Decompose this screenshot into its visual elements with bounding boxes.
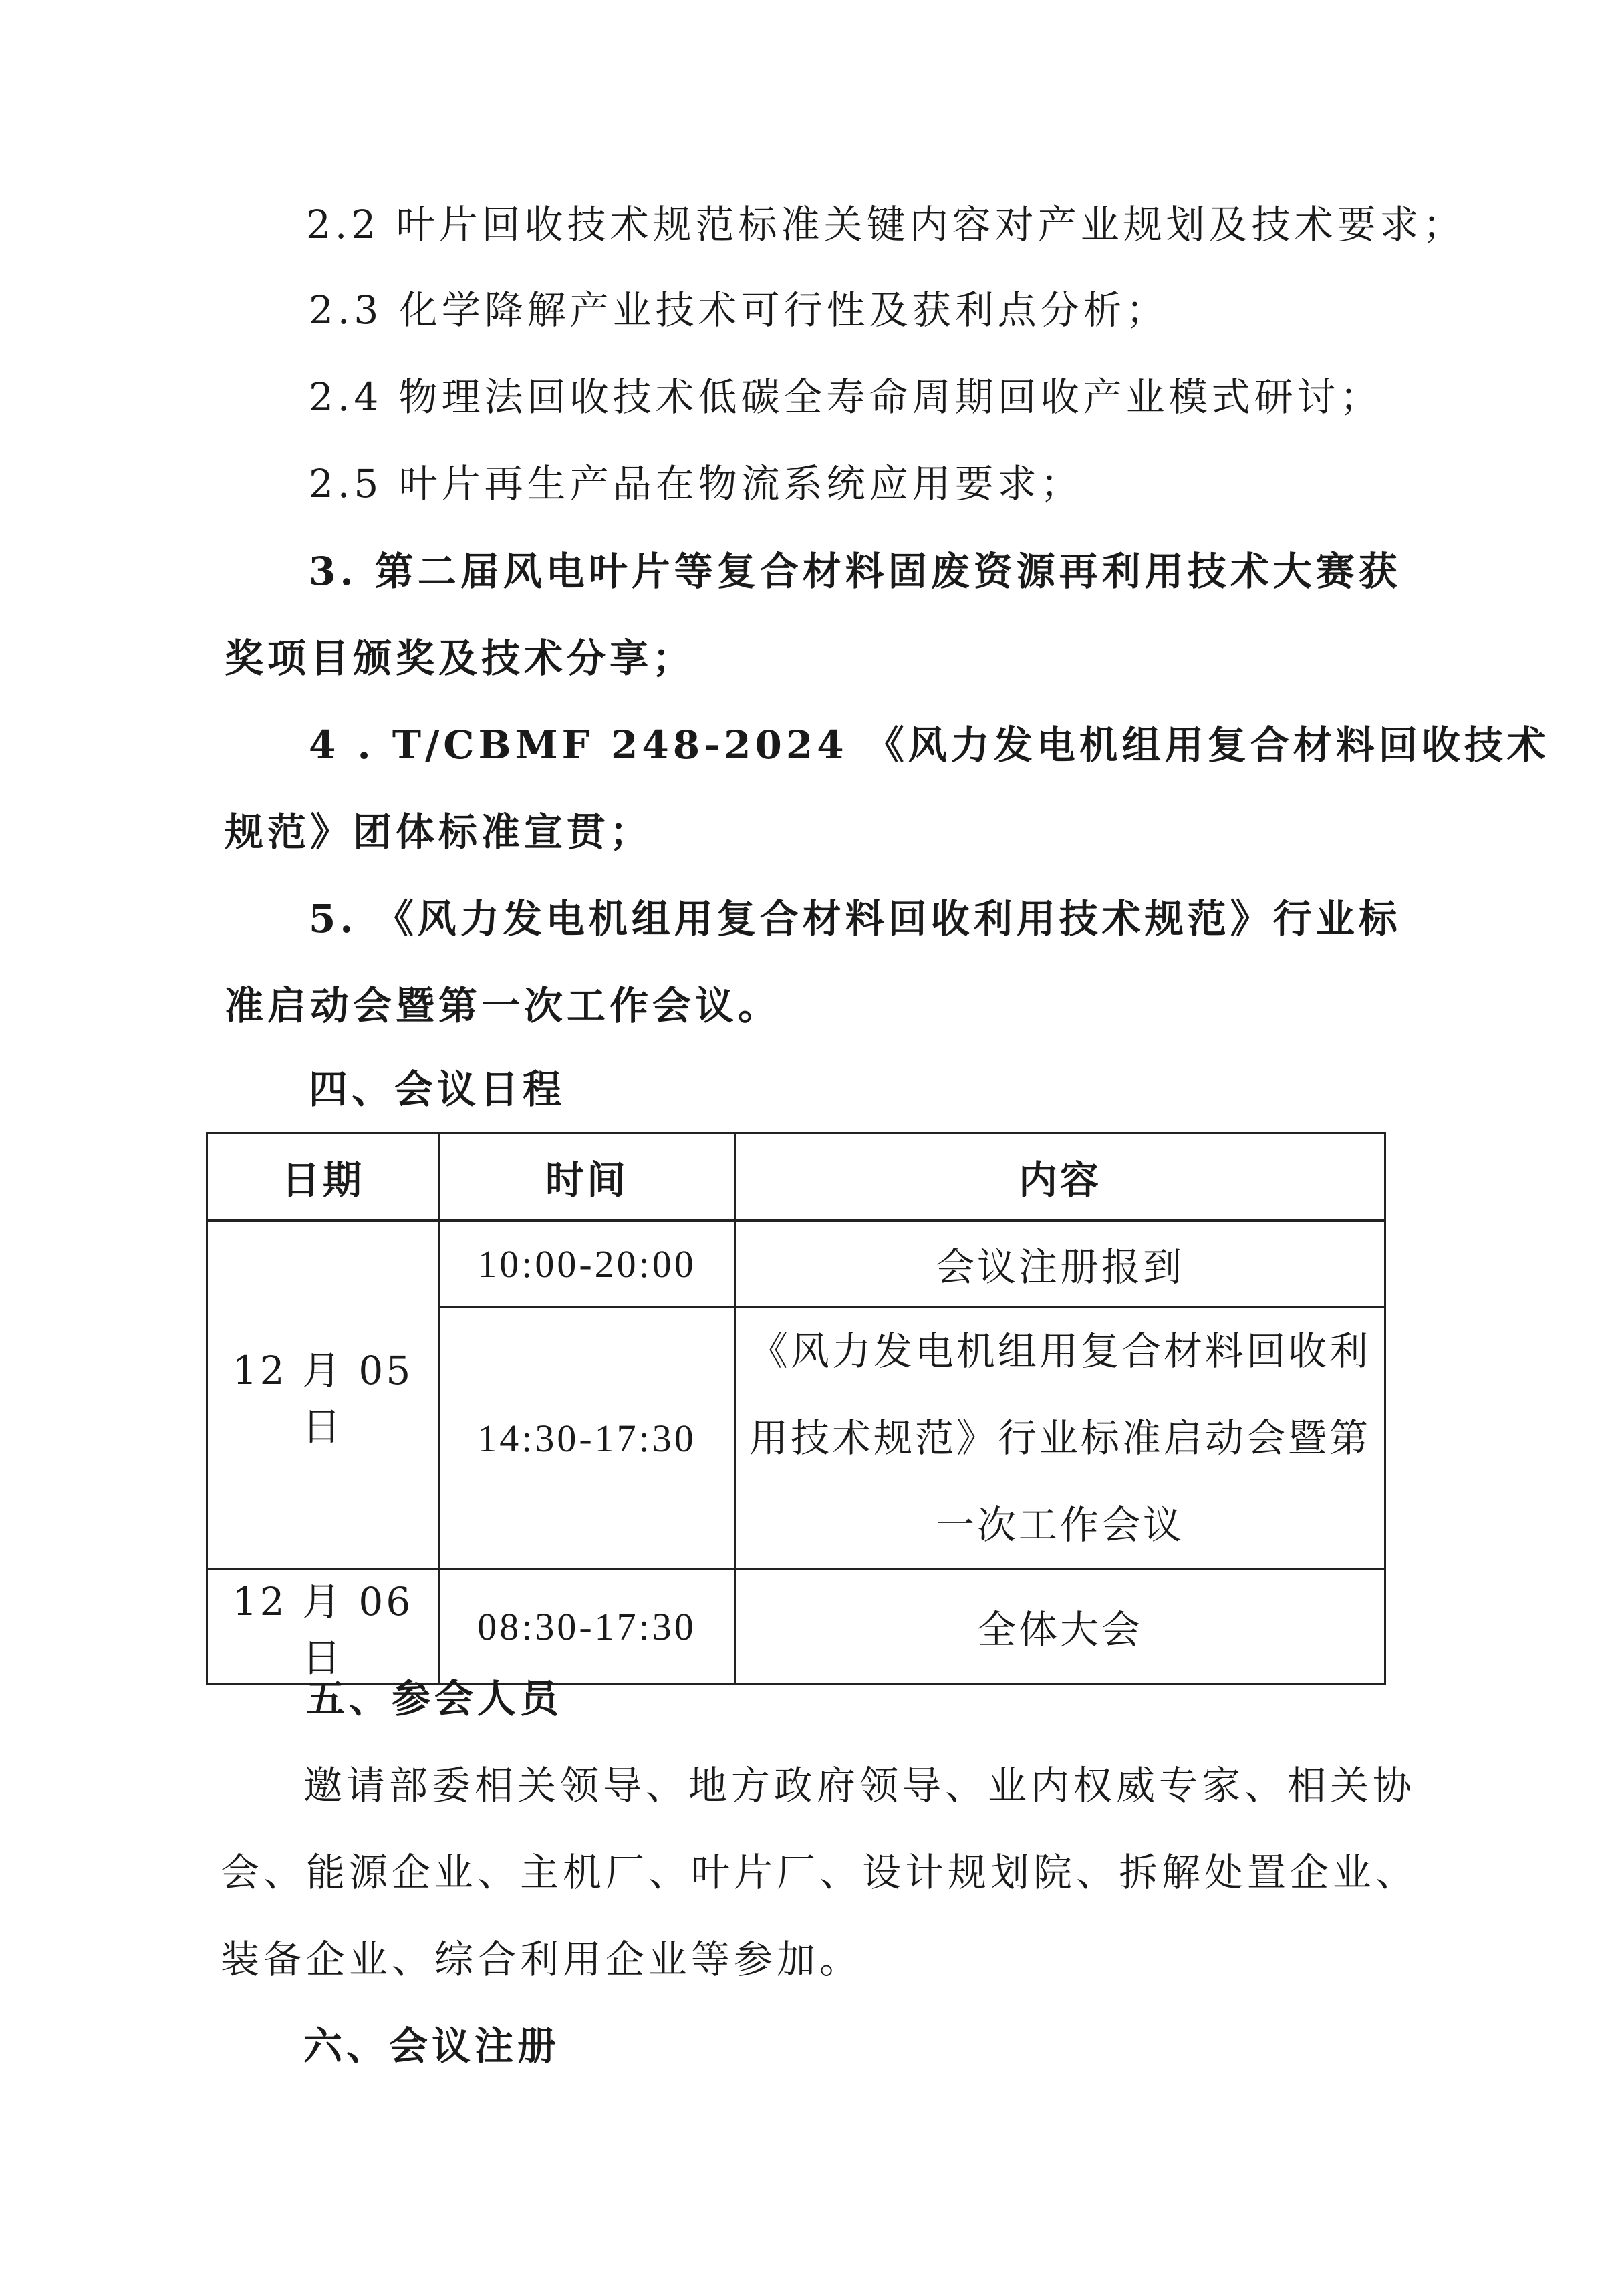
cell-content: 会议注册报到: [735, 1221, 1385, 1307]
item-5-line2: 准启动会暨第一次工作会议。: [225, 983, 781, 1028]
item-3-line2: 奖项目颁奖及技术分享；: [225, 635, 696, 681]
cell-content-text: 《风力发电机组用复合材料回收利用技术规范》行业标准启动会暨第一次工作会议: [749, 1328, 1371, 1548]
item-4-line1: 4 . T/CBMF 248-2024 《风力发电机组用复合材料回收技术: [309, 722, 1550, 768]
section-5-line1: 邀请部委相关领导、地方政府领导、业内权威专家、相关协: [303, 1763, 1416, 1808]
cell-time: 10:00-20:00: [439, 1221, 735, 1307]
section-5-line2: 会、能源企业、主机厂、叶片厂、设计规划院、拆解处置企业、: [221, 1850, 1419, 1895]
cell-time: 14:30-17:30: [439, 1307, 735, 1570]
item-2-3: 2.3 化学降解产业技术可行性及获利点分析；: [309, 287, 1169, 333]
item-5-line1: 5. 《风力发电机组用复合材料回收利用技术规范》行业标: [309, 896, 1401, 942]
item-2-2: 2.2 叶片回收技术规范标准关键内容对产业规划及技术要求；: [306, 202, 1466, 247]
item-4-line2: 规范》团体标准宣贯；: [225, 809, 653, 855]
section-5-line3: 装备企业、综合利用企业等参加。: [221, 1936, 863, 1982]
header-time: 时间: [439, 1133, 735, 1221]
item-3-line1: 3. 第二届风电叶片等复合材料固废资源再利用技术大赛获: [309, 549, 1401, 594]
item-2-5: 2.5 叶片再生产品在物流系统应用要求；: [309, 461, 1083, 507]
section-5-title: 五、参会人员: [306, 1676, 563, 1721]
section-6-title: 六、会议注册: [303, 2023, 561, 2069]
cell-date: 12 月 05 日: [207, 1221, 439, 1570]
schedule-table: [206, 1132, 1386, 1685]
item-2-4: 2.4 物理法回收技术低碳全寿命周期回收产业模式研讨；: [309, 374, 1383, 420]
header-content: 内容: [735, 1133, 1385, 1221]
table-header-row: [207, 1133, 1385, 1221]
table-row: [207, 1570, 1385, 1684]
cell-content: 全体大会: [735, 1570, 1385, 1684]
cell-date: 12 月 06 日: [207, 1570, 439, 1684]
header-date: 日期: [207, 1133, 439, 1221]
cell-time: 08:30-17:30: [439, 1570, 735, 1684]
cell-content: [735, 1307, 1385, 1570]
table-row: [207, 1221, 1385, 1307]
section-4-title: 四、会议日程: [309, 1066, 566, 1112]
